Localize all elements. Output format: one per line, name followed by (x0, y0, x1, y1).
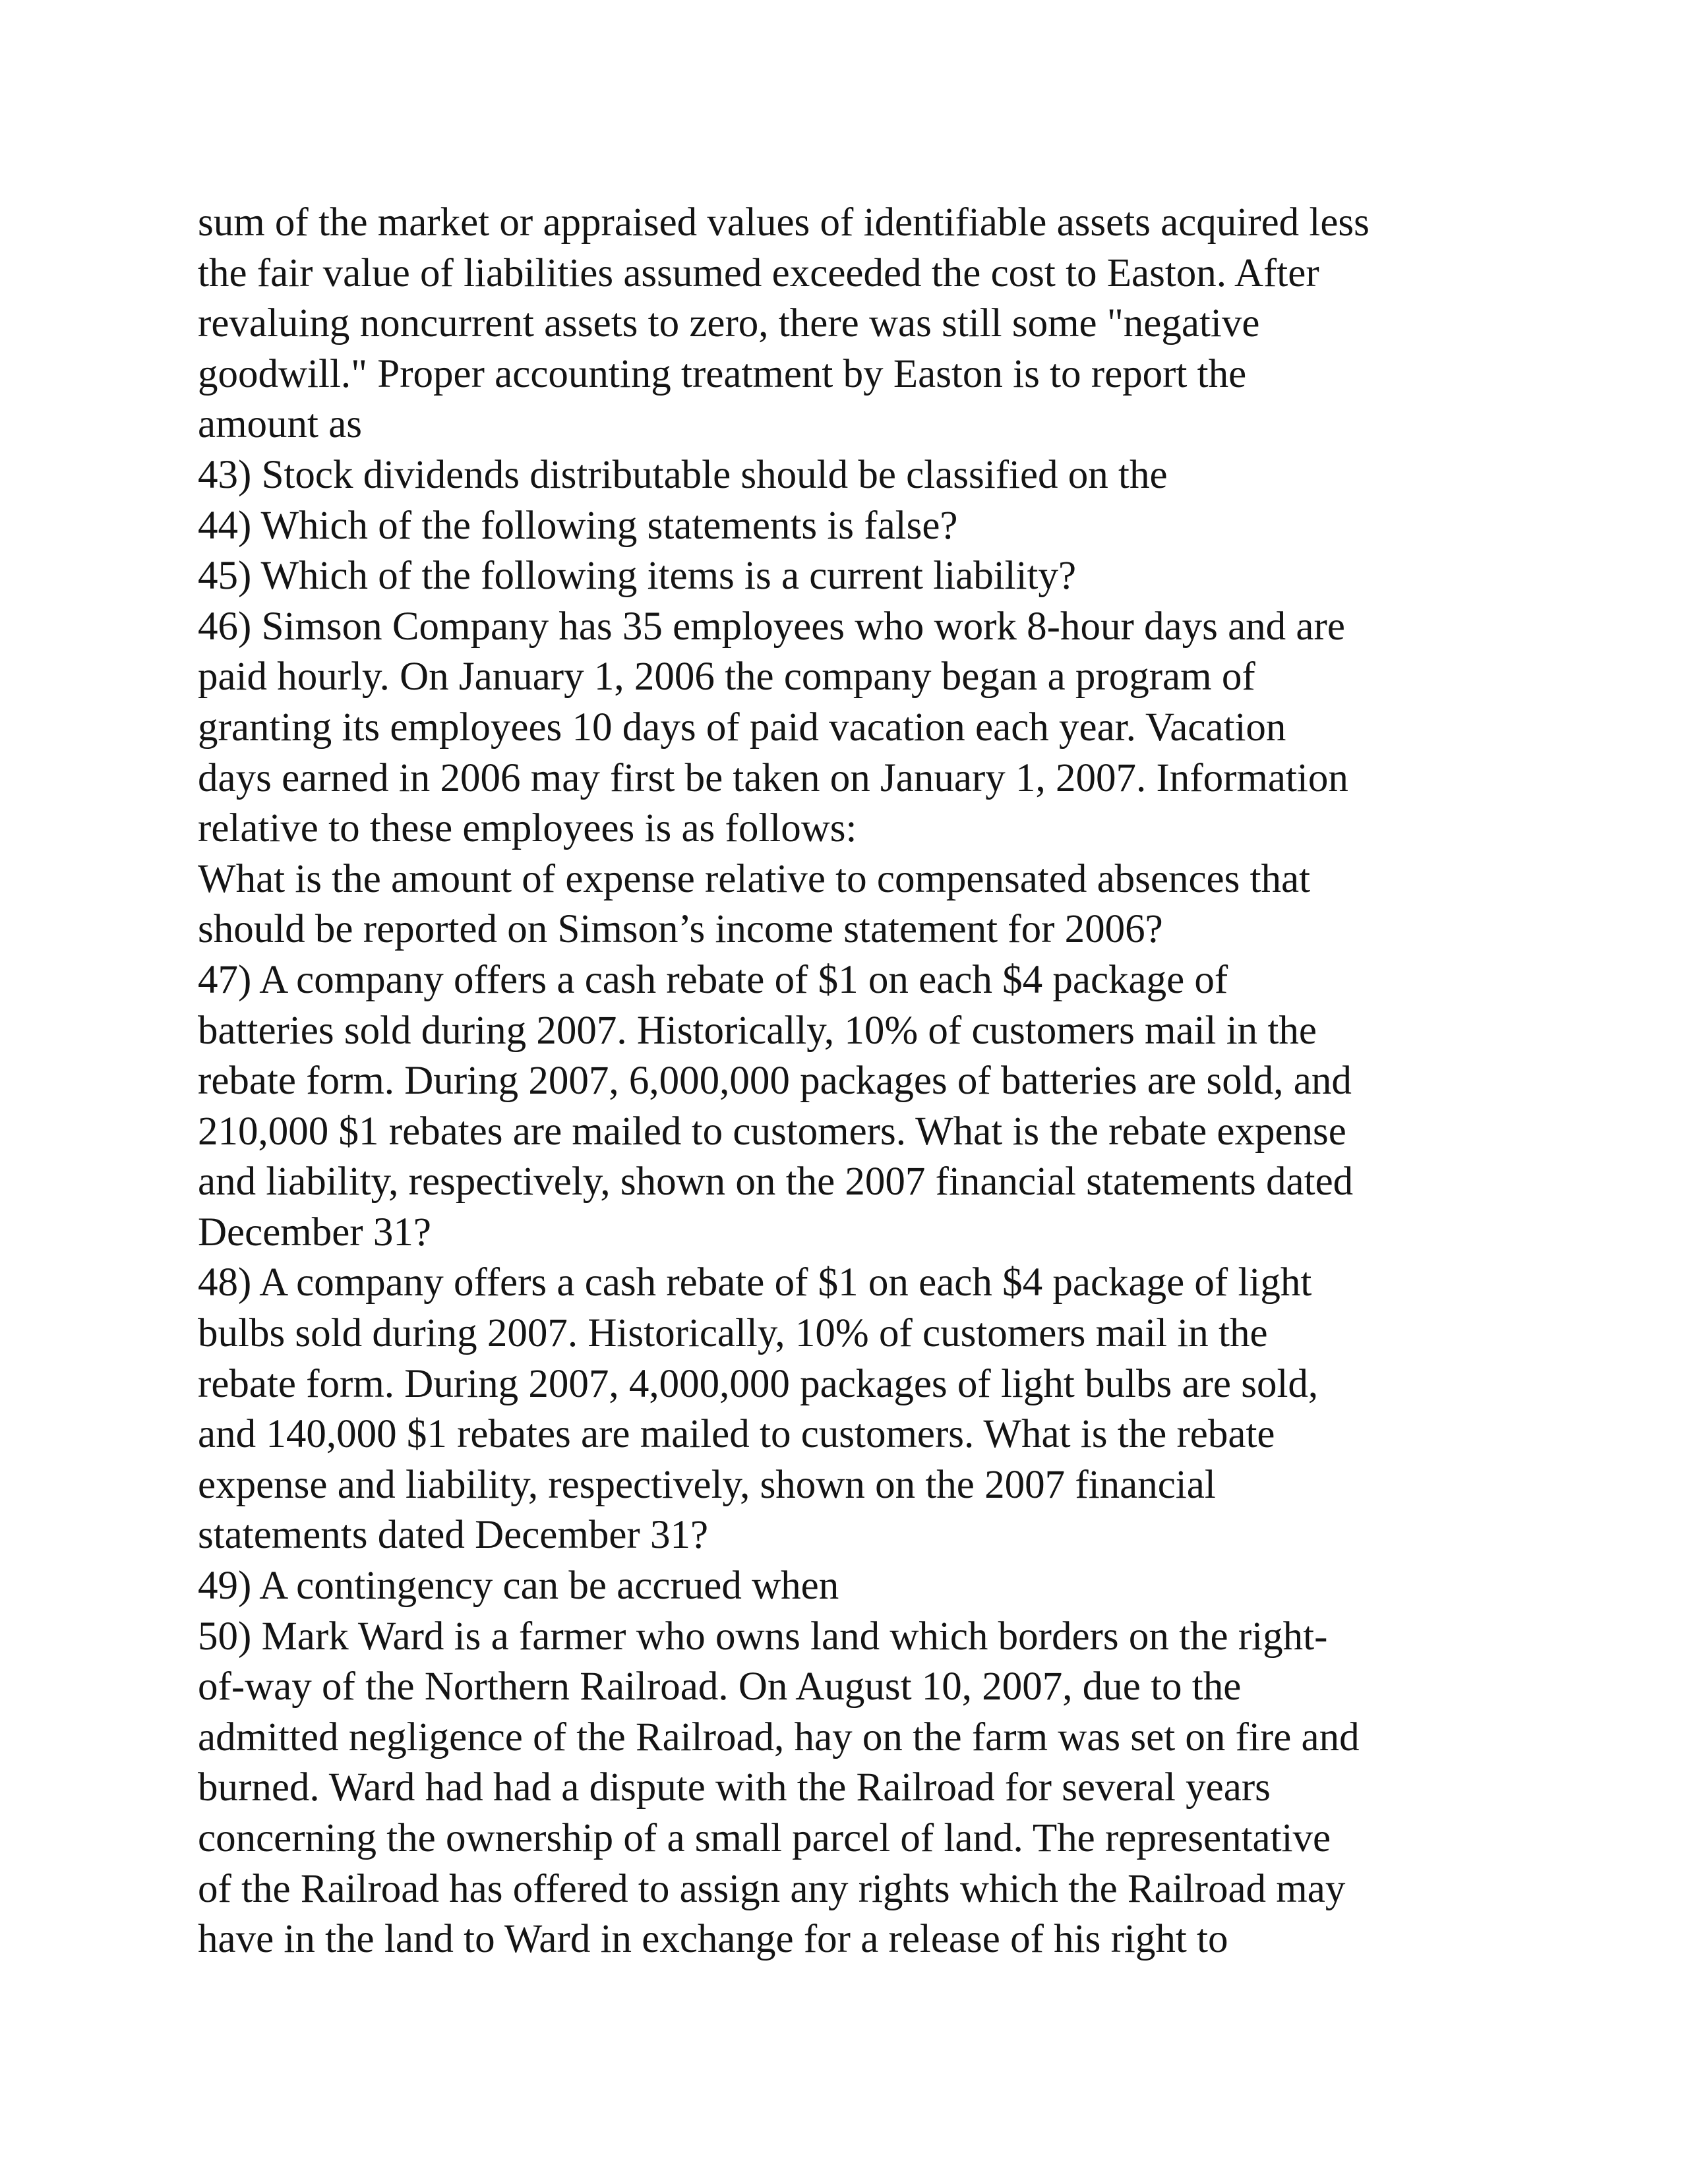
text-line: admitted negligence of the Railroad, hay on the farm was set on fire and (198, 1715, 1360, 1759)
text-line: concerning the ownership of a small parcel of land. The representative (198, 1816, 1331, 1860)
text-line: have in the land to Ward in exchange for a release of his right to (198, 1917, 1228, 1962)
text-line: bulbs sold during 2007. Historically, 10% of customers mail in the (198, 1311, 1268, 1356)
text-line: rebate form. During 2007, 4,000,000 packages of light bulbs are sold, (198, 1361, 1319, 1406)
text-line: burned. Ward had had a dispute with the Railroad for several years (198, 1765, 1271, 1810)
question-46-line: 46) Simson Company has 35 employees who work 8-hour days and are (198, 604, 1345, 649)
text-line: of the Railroad has offered to assign any rights which the Railroad may (198, 1866, 1346, 1911)
question-45-line: 45) Which of the following items is a current liability? (198, 554, 1077, 599)
text-line: of-way of the Northern Railroad. On August 10, 2007, due to the (198, 1665, 1242, 1709)
text-line: the fair value of liabilities assumed exceeded the cost to Easton. After (198, 251, 1319, 295)
text-line: granting its employees 10 days of paid vacation each year. Vacation (198, 705, 1286, 750)
document-page (198, 198, 1503, 1965)
text-line: and liability, respectively, shown on the 2007 financial statements dated (198, 1160, 1354, 1204)
question-49-line: 49) A contingency can be accrued when (198, 1564, 839, 1608)
text-line: revaluing noncurrent assets to zero, there was still some "negative (198, 301, 1260, 346)
question-47-line: 47) A company offers a cash rebate of $1 on each $4 package of (198, 957, 1228, 1002)
question-50-line: 50) Mark Ward is a farmer who owns land which borders on the right- (198, 1614, 1328, 1659)
text-line: days earned in 2006 may first be taken on January 1, 2007. Information (198, 755, 1348, 800)
text-line: should be reported on Simson’s income statement for 2006? (198, 907, 1163, 952)
question-44-line: 44) Which of the following statements is false? (198, 503, 958, 548)
text-line: batteries sold during 2007. Historically, 10% of customers mail in the (198, 1008, 1317, 1053)
text-line: paid hourly. On January 1, 2006 the company began a program of (198, 655, 1255, 699)
text-line: goodwill." Proper accounting treatment by Easton is to report the (198, 351, 1247, 396)
text-line: and 140,000 $1 rebates are mailed to customers. What is the rebate (198, 1412, 1275, 1457)
question-48-line: 48) A company offers a cash rebate of $1 on each $4 package of light (198, 1260, 1312, 1305)
text-line: amount as (198, 402, 363, 447)
text-line: sum of the market or appraised values of identifiable assets acquired less (198, 200, 1370, 245)
text-line: 210,000 $1 rebates are mailed to customers. What is the rebate expense (198, 1109, 1346, 1154)
text-line: What is the amount of expense relative to compensated absences that (198, 856, 1311, 901)
text-line: rebate form. During 2007, 6,000,000 packages of batteries are sold, and (198, 1059, 1352, 1104)
question-43-line: 43) Stock dividends distributable should be classified on the (198, 452, 1168, 497)
text-line: December 31? (198, 1210, 431, 1254)
text-line: expense and liability, respectively, shown on the 2007 financial (198, 1462, 1216, 1507)
text-line: relative to these employees is as follows: (198, 806, 857, 851)
text-line: statements dated December 31? (198, 1513, 709, 1558)
